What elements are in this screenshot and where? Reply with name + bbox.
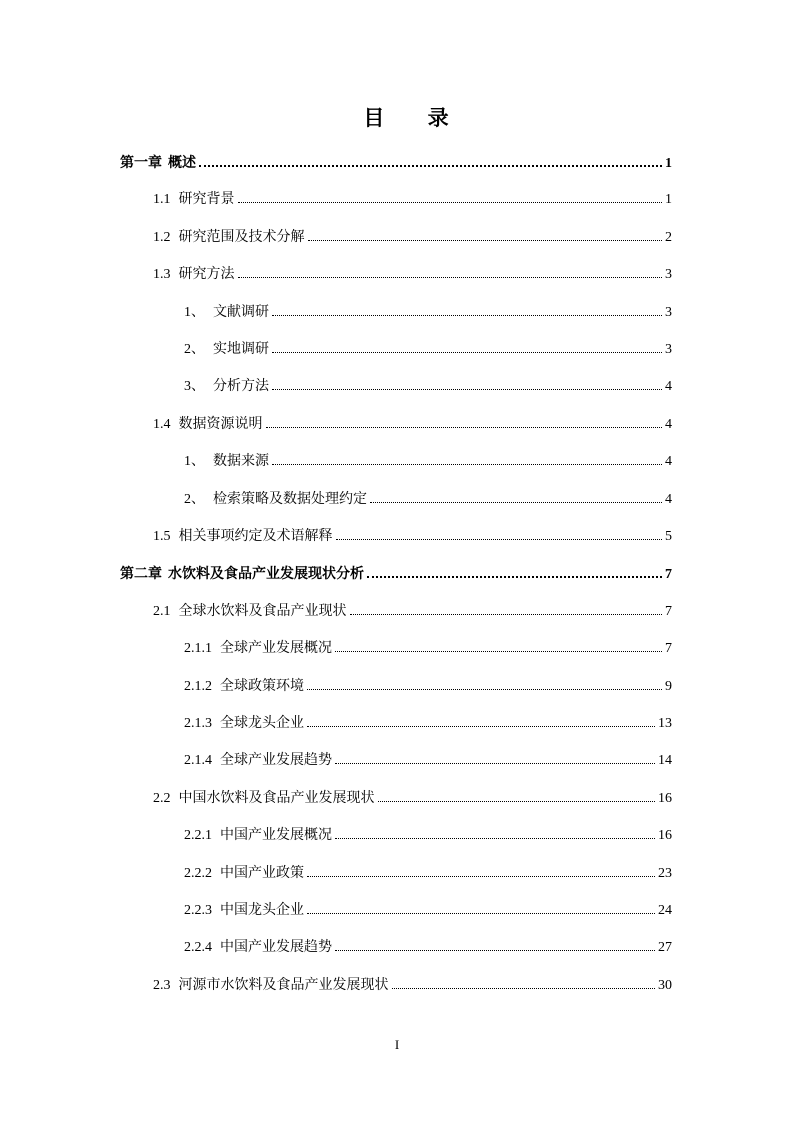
toc-entry-page: 16 [658,790,672,806]
toc-entry-title [184,488,367,511]
toc-entry-page: 7 [665,567,672,583]
toc-entry-label: 全球政策环境 [220,677,304,694]
toc-entry-number: 2.2.4 [184,940,212,956]
toc-entry[interactable] [184,338,672,360]
toc-entry-number: 2.2.3 [184,903,212,918]
page-title: 目 录 [363,106,467,130]
toc-entry-title [184,899,304,922]
toc-entry-title [153,413,263,436]
toc-entry-title [184,637,332,660]
toc-entry-page: 7 [665,641,672,657]
toc-leader-dots [266,413,663,428]
toc-leader-dots [392,974,656,989]
toc-entry-page: 4 [665,491,672,507]
toc-entry-title [184,749,332,772]
toc-entry-title [120,152,196,174]
toc-entry-number: 第二章 [120,566,162,583]
toc-entry-title [184,375,269,398]
toc-leader-dots [350,600,663,615]
toc-entry[interactable] [184,862,672,884]
toc-entry-label: 中国水饮料及食品产业发展现状 [178,789,375,806]
toc-leader-dots [335,936,655,951]
toc-entry-label: 全球产业发展概况 [220,640,332,657]
toc-entry[interactable] [184,450,672,472]
toc-entry[interactable] [153,600,672,622]
toc-entry-title [184,301,269,324]
toc-entry-title [153,600,347,623]
toc-entry-label: 分析方法 [213,378,269,395]
toc-entry-page: 4 [665,416,672,432]
toc-entry[interactable] [153,226,672,248]
toc-leader-dots [238,263,663,278]
toc-entry-page: 4 [665,454,672,470]
toc-entry-title [184,862,304,885]
toc-leader-dots [199,151,662,167]
toc-entry-page: 3 [665,342,672,357]
toc-entry-title [184,450,269,473]
toc-entry-number: 2、 [184,342,205,357]
toc-entry-title [153,263,235,286]
toc-entry[interactable] [184,301,672,323]
toc-entry[interactable] [153,974,672,996]
toc-leader-dots [335,637,662,652]
toc-entry-label: 检索策略及数据处理约定 [213,490,367,507]
toc-entry[interactable] [120,562,672,584]
toc-entry-number: 1、 [184,304,205,320]
toc-leader-dots [238,188,663,203]
toc-entry-number: 3、 [184,379,205,395]
toc-entry-number: 1.2 [153,229,171,245]
toc-entry-page: 23 [658,865,672,881]
toc-entry[interactable] [153,413,672,435]
toc-entry[interactable] [153,787,672,809]
toc-leader-dots [272,301,662,316]
toc-entry[interactable] [184,488,672,510]
toc-entry[interactable] [184,712,672,734]
toc-entry-page: 4 [665,379,672,395]
toc-leader-dots [307,899,655,914]
toc-entry-page: 1 [665,156,672,171]
toc-entry-label: 数据来源 [213,453,269,470]
toc-entry[interactable] [184,749,672,771]
toc-leader-dots [335,824,655,839]
toc-entry-page: 2 [665,229,672,245]
toc-entry-title [184,675,304,698]
toc-entry-number: 2.2 [153,790,171,806]
toc-leader-dots [367,562,662,578]
toc-entry-title [153,226,305,249]
toc-entry-number: 1.4 [153,416,171,432]
toc-entry-title [153,188,235,211]
toc-entry-number: 2.2.2 [184,865,212,881]
toc-leader-dots [307,862,655,877]
toc-leader-dots [307,712,655,727]
toc-entry-label: 实地调研 [213,341,269,357]
toc-entry-label: 水饮料及食品产业发展现状分析 [168,566,364,583]
toc-entry-page: 16 [658,828,672,844]
toc-entry-number: 2.1.4 [184,753,212,769]
toc-entry-number: 2.3 [153,977,171,993]
toc-entry-page: 27 [658,940,672,956]
toc-entry[interactable] [153,263,672,285]
toc-entry-label: 中国龙头企业 [220,902,304,918]
toc-entry[interactable] [153,525,672,547]
toc-entry-page: 5 [665,529,672,544]
toc-entry-title [120,563,364,585]
toc-entry-number: 2.1 [153,603,171,619]
toc-entry-title [153,787,375,810]
toc-entry-label: 概述 [168,155,196,171]
toc-entry[interactable] [184,824,672,846]
toc-entry[interactable] [184,899,672,921]
toc-leader-dots [272,450,662,465]
toc-entry-label: 相关事项约定及术语解释 [178,528,333,544]
toc-entry-label: 数据资源说明 [178,415,263,432]
toc-entry-number: 2.2.1 [184,828,212,844]
toc-entry-number: 1.1 [153,192,171,208]
toc-entry-page: 1 [665,192,672,208]
toc-entry-number: 2.1.3 [184,716,212,731]
page-number: I [394,1037,400,1052]
toc-entry[interactable] [184,675,672,697]
toc-entry-number: 第一章 [120,155,162,171]
toc-entry-title [184,824,332,847]
toc-leader-dots [378,787,656,802]
toc-entry-page: 13 [658,716,672,731]
toc-entry-label: 全球产业发展趋势 [220,752,332,769]
toc-entry-page: 3 [665,267,672,283]
toc-entry-label: 文献调研 [213,303,269,320]
toc-entry-label: 中国产业发展趋势 [220,939,332,956]
toc-entry-title [153,525,333,548]
toc-entry-page: 3 [665,304,672,320]
toc-entry-number: 2、 [184,491,205,507]
toc-entry-number: 1.3 [153,267,171,283]
toc-entry[interactable] [120,151,672,173]
toc-leader-dots [370,488,662,503]
toc-entry-label: 河源市水饮料及食品产业发展现状 [178,976,389,993]
toc-entry-title [184,936,332,959]
toc-entry-page: 7 [665,603,672,619]
toc-entry-label: 全球龙头企业 [220,715,304,731]
toc-leader-dots [308,226,663,241]
toc-leader-dots [272,375,662,390]
toc-entry-page: 14 [658,753,672,769]
toc-entry-label: 研究方法 [178,266,235,283]
toc-leader-dots [307,675,662,690]
toc-entry-number: 2.1.1 [184,641,212,657]
toc-entry-label: 研究背景 [178,191,235,208]
toc-entry[interactable] [153,188,672,210]
toc-entry-number: 1.5 [153,529,171,544]
toc-entry-title [153,974,389,997]
toc-entry-label: 中国产业政策 [220,864,304,881]
toc-entry-number: 1、 [184,454,205,470]
toc-entry-label: 全球水饮料及食品产业现状 [178,602,347,619]
toc-entry-number: 2.1.2 [184,678,212,694]
toc-entry-label: 研究范围及技术分解 [178,228,305,245]
toc-entry[interactable] [184,637,672,659]
toc-entry-label: 中国产业发展概况 [220,827,332,844]
toc-leader-dots [272,338,662,353]
toc-leader-dots [335,749,655,764]
toc-entry[interactable] [184,375,672,397]
toc-entry-page: 30 [658,977,672,993]
toc-entry-page: 9 [665,678,672,694]
toc-entry-page: 24 [658,903,672,918]
toc-leader-dots [336,525,663,540]
toc-entry-title [184,338,269,361]
toc-entry-title [184,712,304,735]
toc-entry[interactable] [184,936,672,958]
